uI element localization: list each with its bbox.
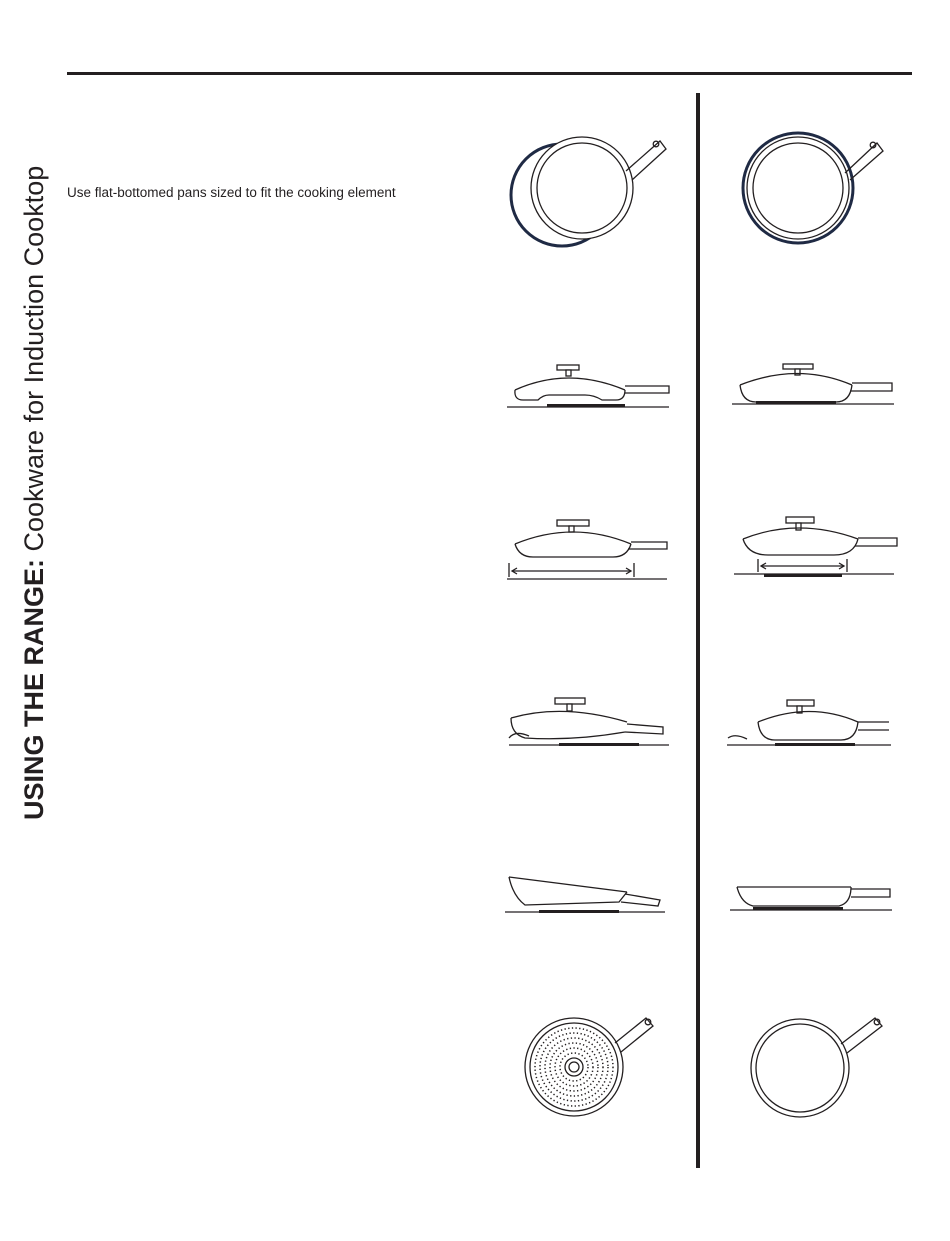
pan-perforated-bottom-icon [520,1012,665,1132]
pan-balanced-icon [727,868,897,918]
pan-top-view-oversized-icon [505,128,675,258]
side-title-topic: Cookware for Induction Cooktop [19,165,49,559]
side-title-section: USING THE RANGE: [19,558,49,820]
header-rule [67,72,912,75]
intro-text: Use flat-bottomed pans sized to fit the cooking element [67,185,396,200]
pan-warped-bottom-icon [503,358,673,418]
side-title [14,38,54,820]
pan-resting-on-object-icon [503,690,673,755]
pan-top-view-matched-icon [725,128,895,258]
pan-too-large-for-element-icon [503,513,673,588]
pan-solid-bottom-icon [748,1012,893,1132]
pan-matched-to-element-icon [728,513,898,588]
pan-tilted-handle-icon [503,868,673,918]
pan-level-on-element-icon [725,690,895,755]
column-divider [696,93,700,1168]
pan-flat-bottom-icon [728,358,898,418]
